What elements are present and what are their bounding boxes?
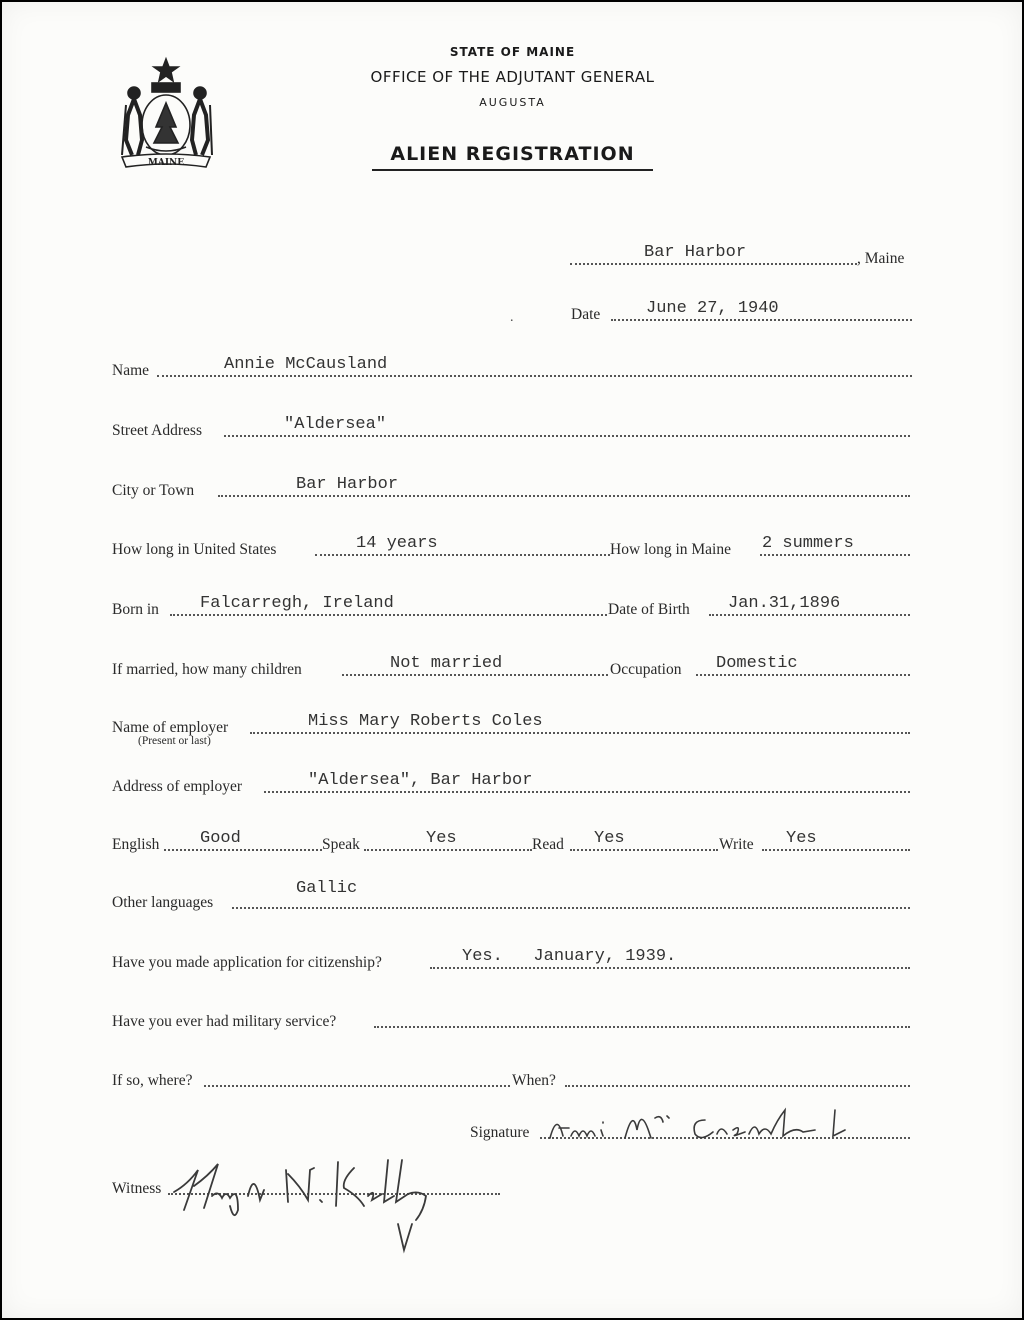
place-suffix: , Maine xyxy=(857,250,905,267)
dob-value: Jan.31,1896 xyxy=(728,594,841,613)
speak-label: Speak xyxy=(322,836,360,853)
signature-handwriting xyxy=(545,1100,865,1150)
header-office: OFFICE OF THE ADJUTANT GENERAL xyxy=(370,68,655,86)
header-city: AUGUSTA xyxy=(479,96,546,109)
other-languages-value: Gallic xyxy=(296,879,358,898)
witness-label: Witness xyxy=(112,1180,162,1197)
signature-label: Signature xyxy=(470,1124,530,1141)
employer-address-value: "Aldersea", Bar Harbor xyxy=(308,771,533,790)
street-line xyxy=(112,410,910,440)
street-value: "Aldersea" xyxy=(284,415,387,434)
how-long-maine-value: 2 summers xyxy=(762,534,854,553)
english-line xyxy=(112,824,910,854)
read-value: Yes xyxy=(594,829,625,848)
form-title: ALIEN REGISTRATION xyxy=(390,143,635,165)
city-value: Bar Harbor xyxy=(296,475,399,494)
how-long-line xyxy=(112,529,910,559)
employer-value: Miss Mary Roberts Coles xyxy=(308,712,543,731)
title-underline xyxy=(372,169,653,171)
write-value: Yes xyxy=(786,829,817,848)
maine-state-seal-icon xyxy=(112,55,220,180)
header-state: STATE OF MAINE xyxy=(449,45,576,59)
employer-address-label: Address of employer xyxy=(112,778,242,795)
citizenship-line xyxy=(112,942,910,972)
write-label: Write xyxy=(719,836,754,853)
name-label: Name xyxy=(112,362,150,379)
date-value: June 27, 1940 xyxy=(646,299,779,318)
citizenship-value: Yes. January, 1939. xyxy=(462,947,677,966)
english-label: English xyxy=(112,836,160,853)
city-line xyxy=(112,470,910,500)
employer-label: Name of employer xyxy=(112,719,229,736)
born-in-value: Falcarregh, Ireland xyxy=(200,594,394,613)
military-line xyxy=(112,1001,910,1031)
occupation-value: Domestic xyxy=(716,654,798,673)
other-languages-label: Other languages xyxy=(112,894,214,911)
read-label: Read xyxy=(532,836,564,853)
city-label: City or Town xyxy=(112,482,195,499)
born-line xyxy=(112,589,910,619)
employer-address-line xyxy=(112,766,910,796)
date-line xyxy=(571,294,912,324)
dob-label: Date of Birth xyxy=(608,601,690,618)
where-label: If so, where? xyxy=(112,1072,193,1089)
witness-handwriting xyxy=(168,1150,468,1260)
speak-value: Yes xyxy=(426,829,457,848)
children-label: If married, how many children xyxy=(112,661,302,678)
employer-sublabel: (Present or last) xyxy=(138,735,211,747)
stray-mark: . xyxy=(510,310,514,325)
occupation-label: Occupation xyxy=(610,661,682,678)
how-long-us-value: 14 years xyxy=(356,534,438,553)
where-when-line xyxy=(112,1060,910,1090)
how-long-maine-label: How long in Maine xyxy=(610,541,731,558)
name-value: Annie McCausland xyxy=(224,355,388,374)
street-label: Street Address xyxy=(112,422,202,439)
english-value: Good xyxy=(200,829,241,848)
date-label: Date xyxy=(571,306,601,323)
citizenship-label: Have you made application for citizenship? xyxy=(112,954,382,971)
name-line xyxy=(112,350,912,380)
children-value: Not married xyxy=(390,654,503,673)
place-line xyxy=(570,238,915,268)
svg-text:MAINE: MAINE xyxy=(147,158,185,168)
when-label: When? xyxy=(512,1072,556,1089)
how-long-us-label: How long in United States xyxy=(112,541,277,558)
place-value: Bar Harbor xyxy=(644,243,747,262)
military-label: Have you ever had military service? xyxy=(112,1013,337,1030)
employer-line xyxy=(112,707,910,737)
born-in-label: Born in xyxy=(112,601,159,618)
other-languages-line xyxy=(112,879,910,912)
children-line xyxy=(112,649,910,679)
